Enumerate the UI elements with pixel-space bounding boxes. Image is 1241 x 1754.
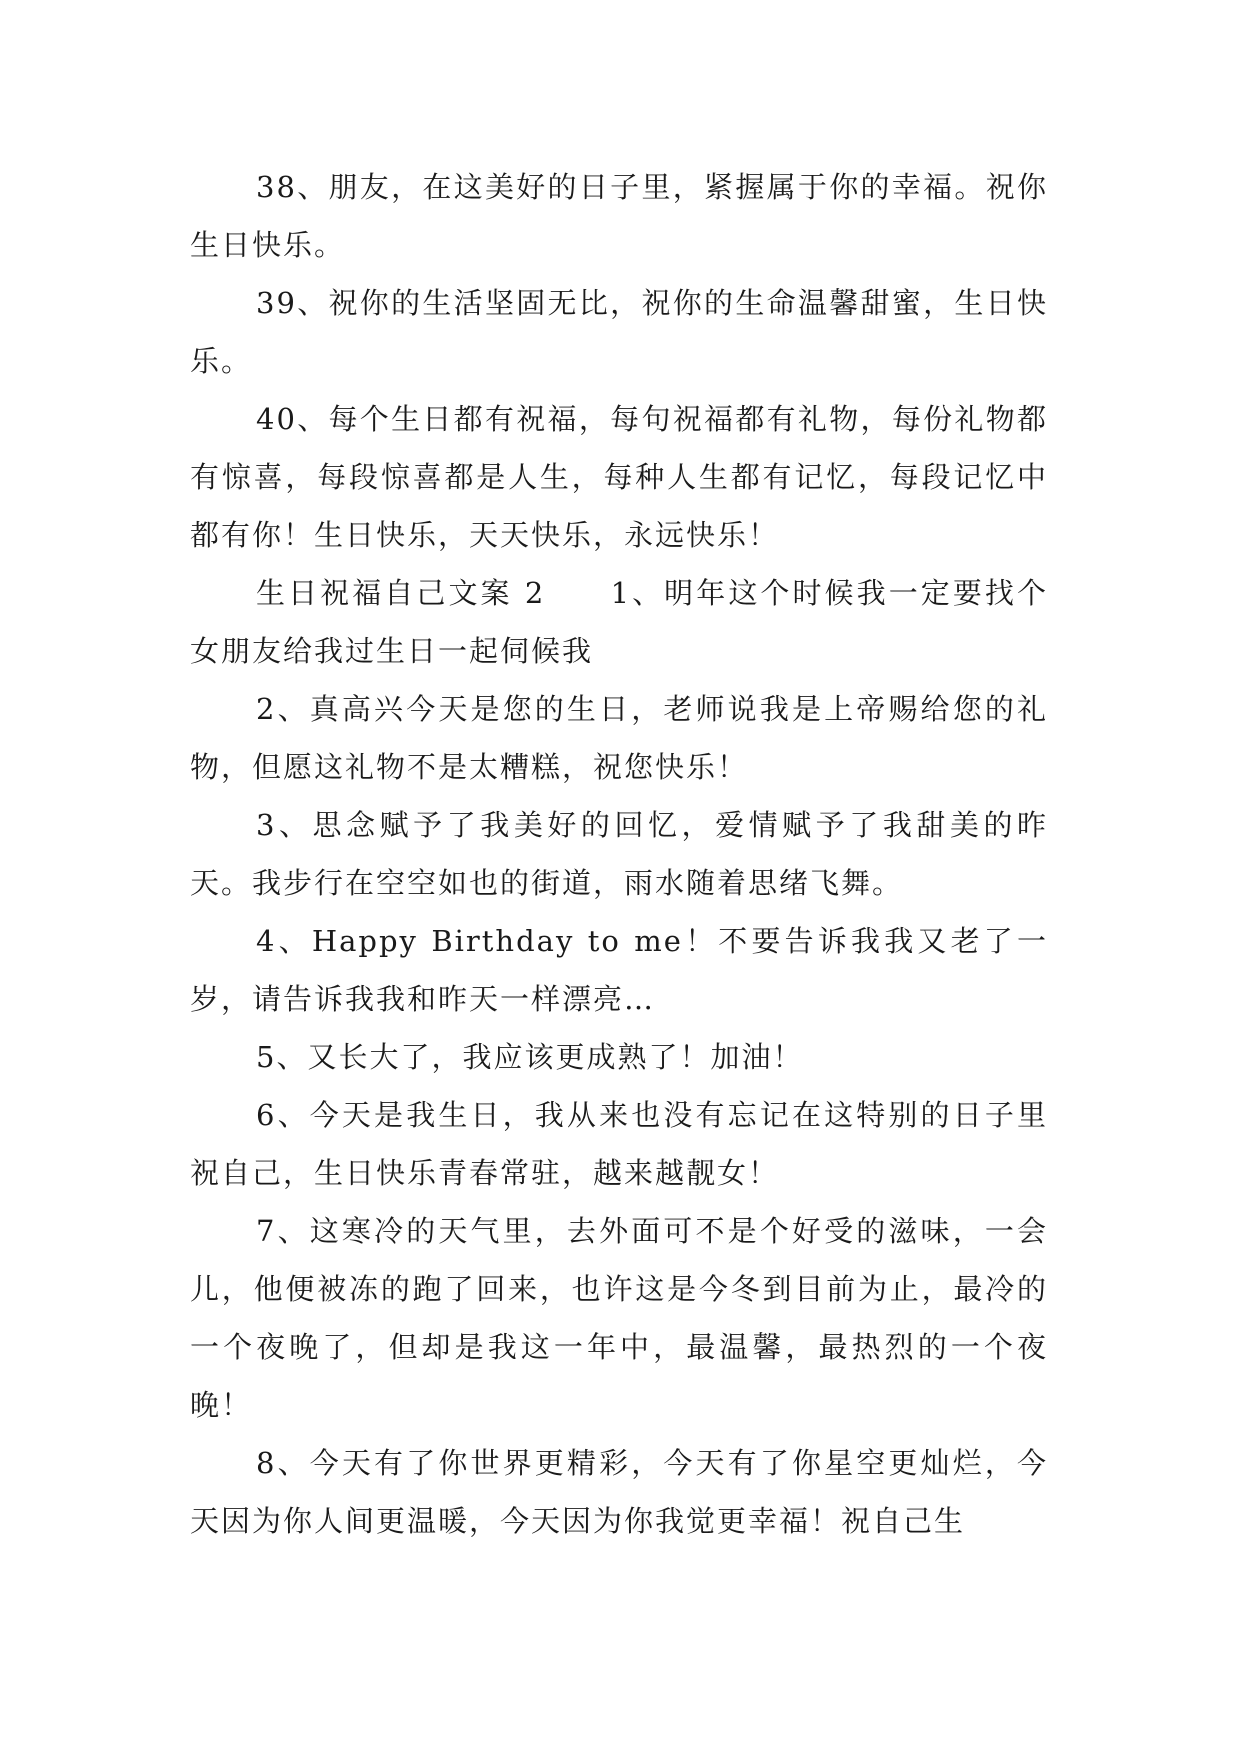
paragraph-8: 8、今天有了你世界更精彩，今天有了你星空更灿烂，今天因为你人间更温暖，今天因为你我觉更幸福！祝自己生 (190, 1446, 1048, 1538)
paragraph-3: 3、思念赋予了我美好的回忆，爱情赋予了我甜美的昨天。我步行在空空如也的街道，雨水随着思绪飞舞。 (190, 808, 1048, 900)
paragraph-39: 39、祝你的生活坚固无比，祝你的生命温馨甜蜜，生日快乐。 (190, 286, 1048, 378)
paragraph-38: 38、朋友，在这美好的日子里，紧握属于你的幸福。祝你生日快乐。 (190, 170, 1048, 262)
paragraph-5: 5、又长大了，我应该更成熟了！加油！ (256, 1040, 804, 1074)
paragraph-6: 6、今天是我生日，我从来也没有忘记在这特别的日子里祝自己，生日快乐青春常驻，越来越靓女！ (190, 1098, 1048, 1190)
section-heading-paragraph: 生日祝福自己文案 2 1、明年这个时候我一定要找个女朋友给我过生日一起伺候我 (190, 576, 1048, 668)
paragraph-4: 4、Happy Birthday to me！不要告诉我我又老了一岁，请告诉我我和昨天一样漂亮… (190, 924, 1048, 1016)
paragraph-40: 40、每个生日都有祝福，每句祝福都有礼物，每份礼物都有惊喜，每段惊喜都是人生，每种人生都有记忆，每段记忆中都有你！生日快乐，天天快乐，永远快乐！ (190, 402, 1048, 552)
paragraph-7: 7、这寒冷的天气里，去外面可不是个好受的滋味，一会儿，他便被冻的跑了回来，也许这是今冬到目前为止，最冷的一个夜晚了，但却是我这一年中，最温馨，最热烈的一个夜晚！ (190, 1214, 1048, 1422)
document-body (190, 158, 1048, 1550)
paragraph-2: 2、真高兴今天是您的生日，老师说我是上帝赐给您的礼物，但愿这礼物不是太糟糕，祝您快乐！ (190, 692, 1048, 784)
